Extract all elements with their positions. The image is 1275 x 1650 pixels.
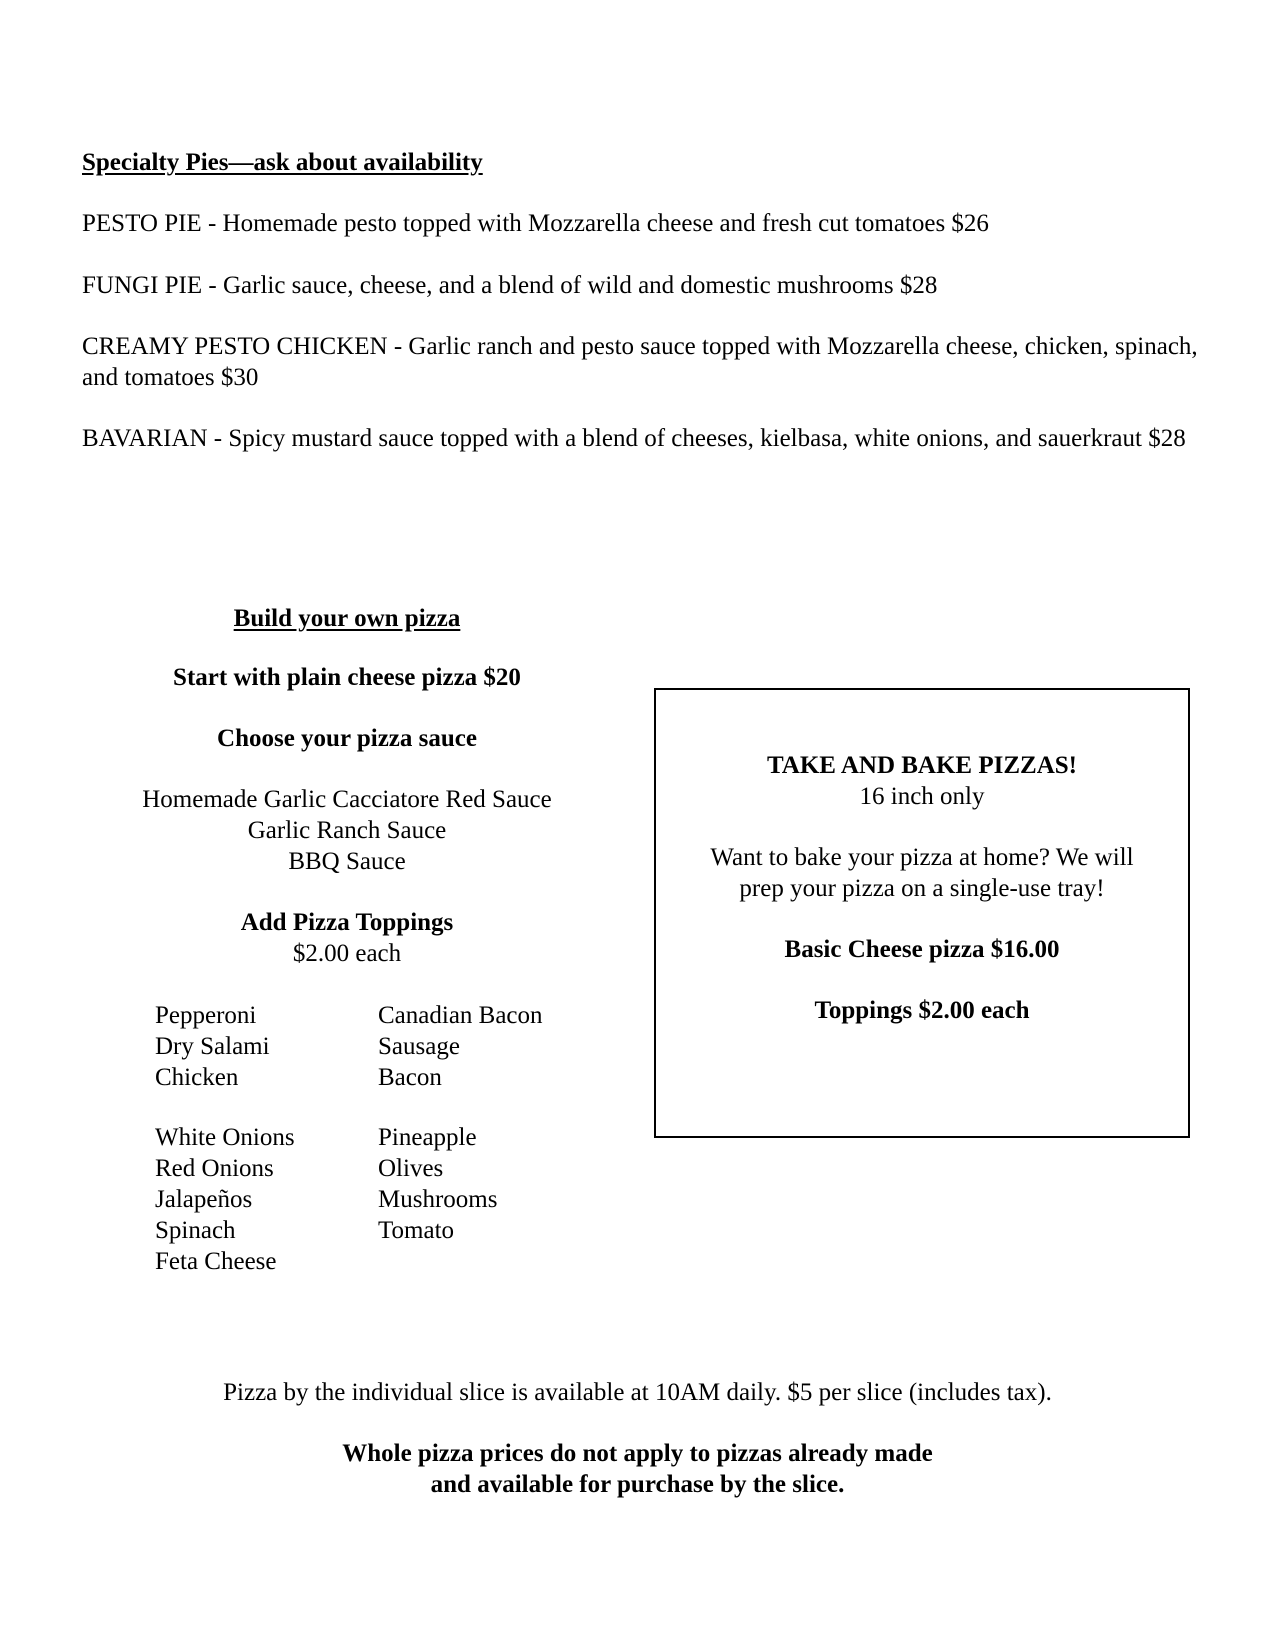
take-and-bake-heading: TAKE AND BAKE PIZZAS!: [766, 752, 1077, 779]
sauce-option: Homemade Garlic Cacciatore Red Sauce: [142, 786, 552, 813]
sauce-option: Garlic Ranch Sauce: [247, 817, 447, 844]
topping-item: Dry Salami: [155, 1033, 270, 1060]
meats-left-list: [155, 1000, 270, 1093]
disclaimer-line: Whole pizza prices do not apply to pizzas already made: [342, 1440, 933, 1467]
topping-item: Pepperoni: [155, 1002, 257, 1029]
take-and-bake-size: 16 inch only: [859, 783, 985, 810]
topping-item: Bacon: [378, 1064, 442, 1091]
slice-note: Pizza by the individual slice is available at 10AM daily. $5 per slice (includes tax).: [223, 1379, 1052, 1406]
topping-item: Jalapeños: [155, 1186, 253, 1213]
topping-item: Red Onions: [155, 1155, 274, 1182]
topping-item: Tomato: [378, 1217, 455, 1244]
take-and-bake-basic-price: Basic Cheese pizza $16.00: [784, 936, 1060, 963]
specialty-item-creamy-pesto-chicken: CREAMY PESTO CHICKEN - Garlic ranch and pesto sauce topped with Mozzarella cheese, chicken, spinach, and tomatoes $30: [82, 333, 1198, 391]
sauce-heading: Choose your pizza sauce: [217, 725, 477, 752]
specialty-item-bavarian: BAVARIAN - Spicy mustard sauce topped with a blend of cheeses, kielbasa, white onions, and sauerkraut $28: [82, 425, 1186, 452]
topping-item: Canadian Bacon: [378, 1002, 543, 1029]
topping-item: White Onions: [155, 1124, 295, 1151]
take-and-bake-toppings-price: Toppings $2.00 each: [814, 997, 1030, 1024]
take-and-bake-desc-line: Want to bake your pizza at home? We will: [710, 844, 1134, 871]
build-start: Start with plain cheese pizza $20: [173, 664, 521, 691]
build-heading: Build your own pizza: [233, 605, 461, 632]
meats-right-list: [378, 1000, 543, 1093]
topping-item: Spinach: [155, 1217, 236, 1244]
topping-item: Olives: [378, 1155, 444, 1182]
veg-right-list: [378, 1122, 497, 1246]
topping-item: Feta Cheese: [155, 1248, 277, 1275]
take-and-bake-box: [654, 688, 1190, 1138]
specialty-item-fungi-pie: FUNGI PIE - Garlic sauce, cheese, and a blend of wild and domestic mushrooms $28: [82, 272, 938, 299]
build-section: [82, 603, 612, 969]
topping-item: Pineapple: [378, 1124, 477, 1151]
specialty-heading: Specialty Pies—ask about availability: [82, 149, 483, 176]
topping-item: Mushrooms: [378, 1186, 498, 1213]
specialty-item-pesto-pie: PESTO PIE - Homemade pesto topped with Mozzarella cheese and fresh cut tomatoes $26: [82, 210, 989, 237]
disclaimer: [0, 1438, 1275, 1500]
take-and-bake-desc-line: prep your pizza on a single-use tray!: [739, 875, 1105, 902]
toppings-price: $2.00 each: [292, 940, 402, 967]
sauce-option: BBQ Sauce: [288, 848, 406, 875]
disclaimer-line: and available for purchase by the slice.: [430, 1471, 845, 1498]
topping-item: Sausage: [378, 1033, 460, 1060]
toppings-heading: Add Pizza Toppings: [240, 909, 454, 936]
topping-item: Chicken: [155, 1064, 239, 1091]
veg-left-list: [155, 1122, 295, 1277]
